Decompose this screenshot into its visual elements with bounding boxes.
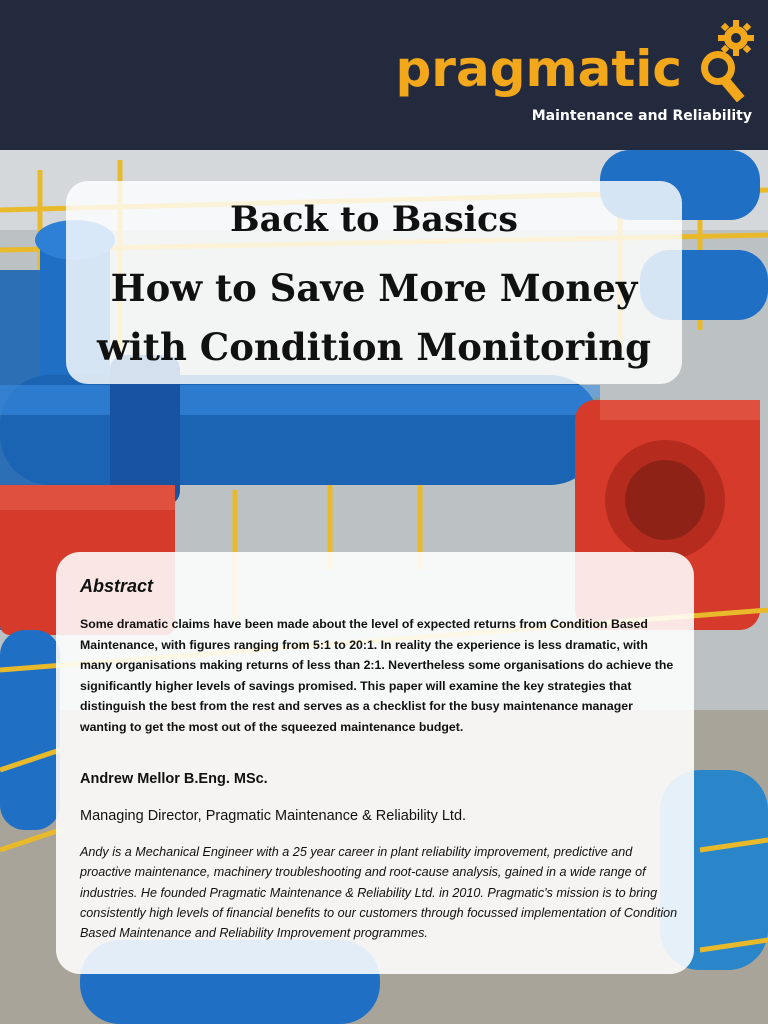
abstract-panel xyxy=(56,552,694,974)
author-bio: Andy is a Mechanical Engineer with a 25 year career in plant reliability improvement, predictive and proactive maintenance, machinery troubleshooting and root-cause analysis, gained in a wide range of industries. He founded Pragmatic Maintenance & Reliability Ltd. in 2010. Pragmatic's mission is to bring consistently high levels of financial benefits to our customers through focussed implementation of Condition Based Maintenance and Reliability Improvement programmes. xyxy=(80,845,678,941)
abstract-heading: Abstract xyxy=(80,576,154,596)
title-panel xyxy=(66,181,682,384)
header-band xyxy=(0,0,768,150)
abstract-body: Some dramatic claims have been made about the level of expected returns from Condition Based Maintenance, with figures ranging from 5:1 to 20:1. In reality the experience is less dramatic, with many organisations making returns of less than 2:1. Nevertheless some organisations do achieve the significantly higher levels of savings promised. This paper will examine the key strategies that distinguish the best from the rest and serves as a checklist for the busy maintenance manager wanting to get the most out of the squeezed maintenance budget. xyxy=(80,617,674,734)
author-role: Managing Director, Pragmatic Maintenance & Reliability Ltd. xyxy=(80,808,467,824)
brand-tagline: Maintenance and Reliability xyxy=(531,108,752,124)
brand-name: pragmatic xyxy=(395,40,682,98)
gear-magnifier-icon xyxy=(688,16,766,102)
title-line-3: with Condition Monitoring xyxy=(96,325,652,369)
author-name: Andrew Mellor B.Eng. MSc. xyxy=(80,771,268,787)
title-line-2: How to Save More Money xyxy=(110,266,638,310)
title-line-1: Back to Basics xyxy=(230,199,518,240)
